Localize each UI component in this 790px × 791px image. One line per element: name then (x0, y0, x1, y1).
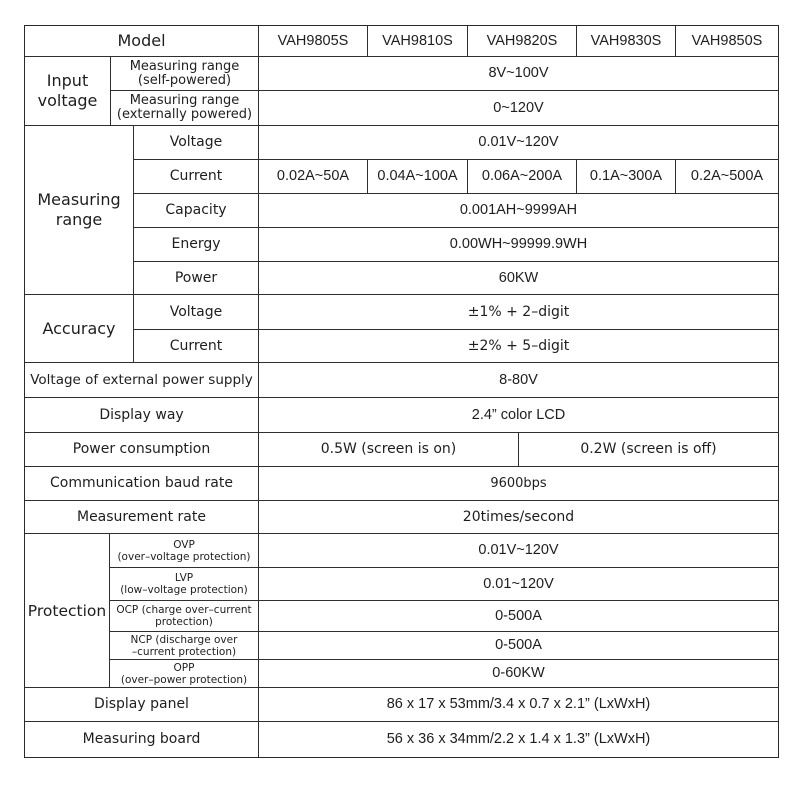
display-way-label: Display way (24, 397, 259, 433)
input-external-label: Measuring range (externally powered) (110, 90, 259, 126)
power-consumption-on: 0.5W (screen is on) (258, 432, 519, 467)
accuracy-current-value: ±2% + 5–digit (258, 329, 779, 363)
protection-ovp-value: 0.01V~120V (258, 533, 779, 568)
protection-ocp-label (109, 600, 259, 632)
mr-energy-label: Energy (133, 227, 259, 262)
mr-voltage-value: 0.01V~120V (258, 125, 779, 160)
measuring-board-label: Measuring board (24, 721, 259, 758)
mr-power-value: 60KW (258, 261, 779, 295)
mr-current-value: 0.06A~200A (467, 159, 577, 194)
accuracy-voltage-value: ±1% + 2–digit (258, 294, 779, 330)
external-supply-label: Voltage of external power supply (24, 362, 259, 398)
protection-ovp-label (109, 533, 259, 568)
model-name: VAH9820S (467, 25, 577, 57)
model-name: VAH9810S (367, 25, 468, 57)
protection-opp-value: 0-60KW (258, 659, 779, 688)
input-external-value: 0~120V (258, 90, 779, 126)
power-consumption-label: Power consumption (24, 432, 259, 467)
model-name: VAH9850S (675, 25, 779, 57)
protection-ncp-title: NCP (discharge over (130, 633, 238, 646)
input-self-powered-label: Measuring range (self-powered) (110, 56, 259, 91)
protection-opp-label (109, 659, 259, 688)
accuracy-label: Accuracy (24, 294, 134, 363)
display-panel-value: 86 x 17 x 53mm/3.4 x 0.7 x 2.1” (LxWxH) (258, 687, 779, 722)
protection-ncp-value: 0-500A (258, 631, 779, 660)
protection-ocp-title: OCP (charge over–current (116, 604, 252, 616)
external-supply-value: 8-80V (258, 362, 779, 398)
mr-power-label: Power (133, 261, 259, 295)
baud-rate-label: Communication baud rate (24, 466, 259, 501)
protection-ncp-desc: –current protection) (131, 645, 237, 658)
protection-label: Protection (24, 533, 110, 688)
measurement-rate-value: 20times/second (258, 500, 779, 534)
mr-energy-value: 0.00WH~99999.9WH (258, 227, 779, 262)
protection-opp-desc: (over–power protection) (120, 673, 248, 686)
model-name: VAH9805S (258, 25, 368, 57)
mr-current-value: 0.1A~300A (576, 159, 676, 194)
measuring-board-value: 56 x 36 x 34mm/2.2 x 1.4 x 1.3” (LxWxH) (258, 721, 779, 758)
measuring-range-label: Measuring range (24, 125, 134, 295)
input-self-powered-value: 8V~100V (258, 56, 779, 91)
model-name: VAH9830S (576, 25, 676, 57)
protection-ovp-desc: (over–voltage protection) (117, 550, 251, 563)
mr-capacity-value: 0.001AH~9999AH (258, 193, 779, 228)
accuracy-voltage-label: Voltage (133, 294, 259, 330)
power-consumption-off: 0.2W (screen is off) (518, 432, 779, 467)
mr-current-value: 0.2A~500A (675, 159, 779, 194)
protection-lvp-value: 0.01~120V (258, 567, 779, 601)
protection-lvp-label (109, 567, 259, 601)
display-panel-label: Display panel (24, 687, 259, 722)
protection-ovp-title: OVP (173, 538, 195, 551)
protection-ncp-label (109, 631, 259, 660)
accuracy-current-label: Current (133, 329, 259, 363)
protection-ocp-value: 0-500A (258, 600, 779, 632)
baud-rate-value: 9600bps (258, 466, 779, 501)
display-way-value: 2.4” color LCD (258, 397, 779, 433)
protection-lvp-title: LVP (174, 572, 194, 584)
protection-lvp-desc: (low–voltage protection) (120, 584, 248, 596)
mr-current-value: 0.04A~100A (367, 159, 468, 194)
mr-current-value: 0.02A~50A (258, 159, 368, 194)
measurement-rate-label: Measurement rate (24, 500, 259, 534)
protection-ocp-desc: protection) (155, 616, 213, 628)
model-header: Model (24, 25, 259, 57)
mr-capacity-label: Capacity (133, 193, 259, 228)
mr-voltage-label: Voltage (133, 125, 259, 160)
protection-opp-title: OPP (173, 661, 195, 674)
mr-current-label: Current (133, 159, 259, 194)
input-voltage-label: Input voltage (24, 56, 111, 126)
